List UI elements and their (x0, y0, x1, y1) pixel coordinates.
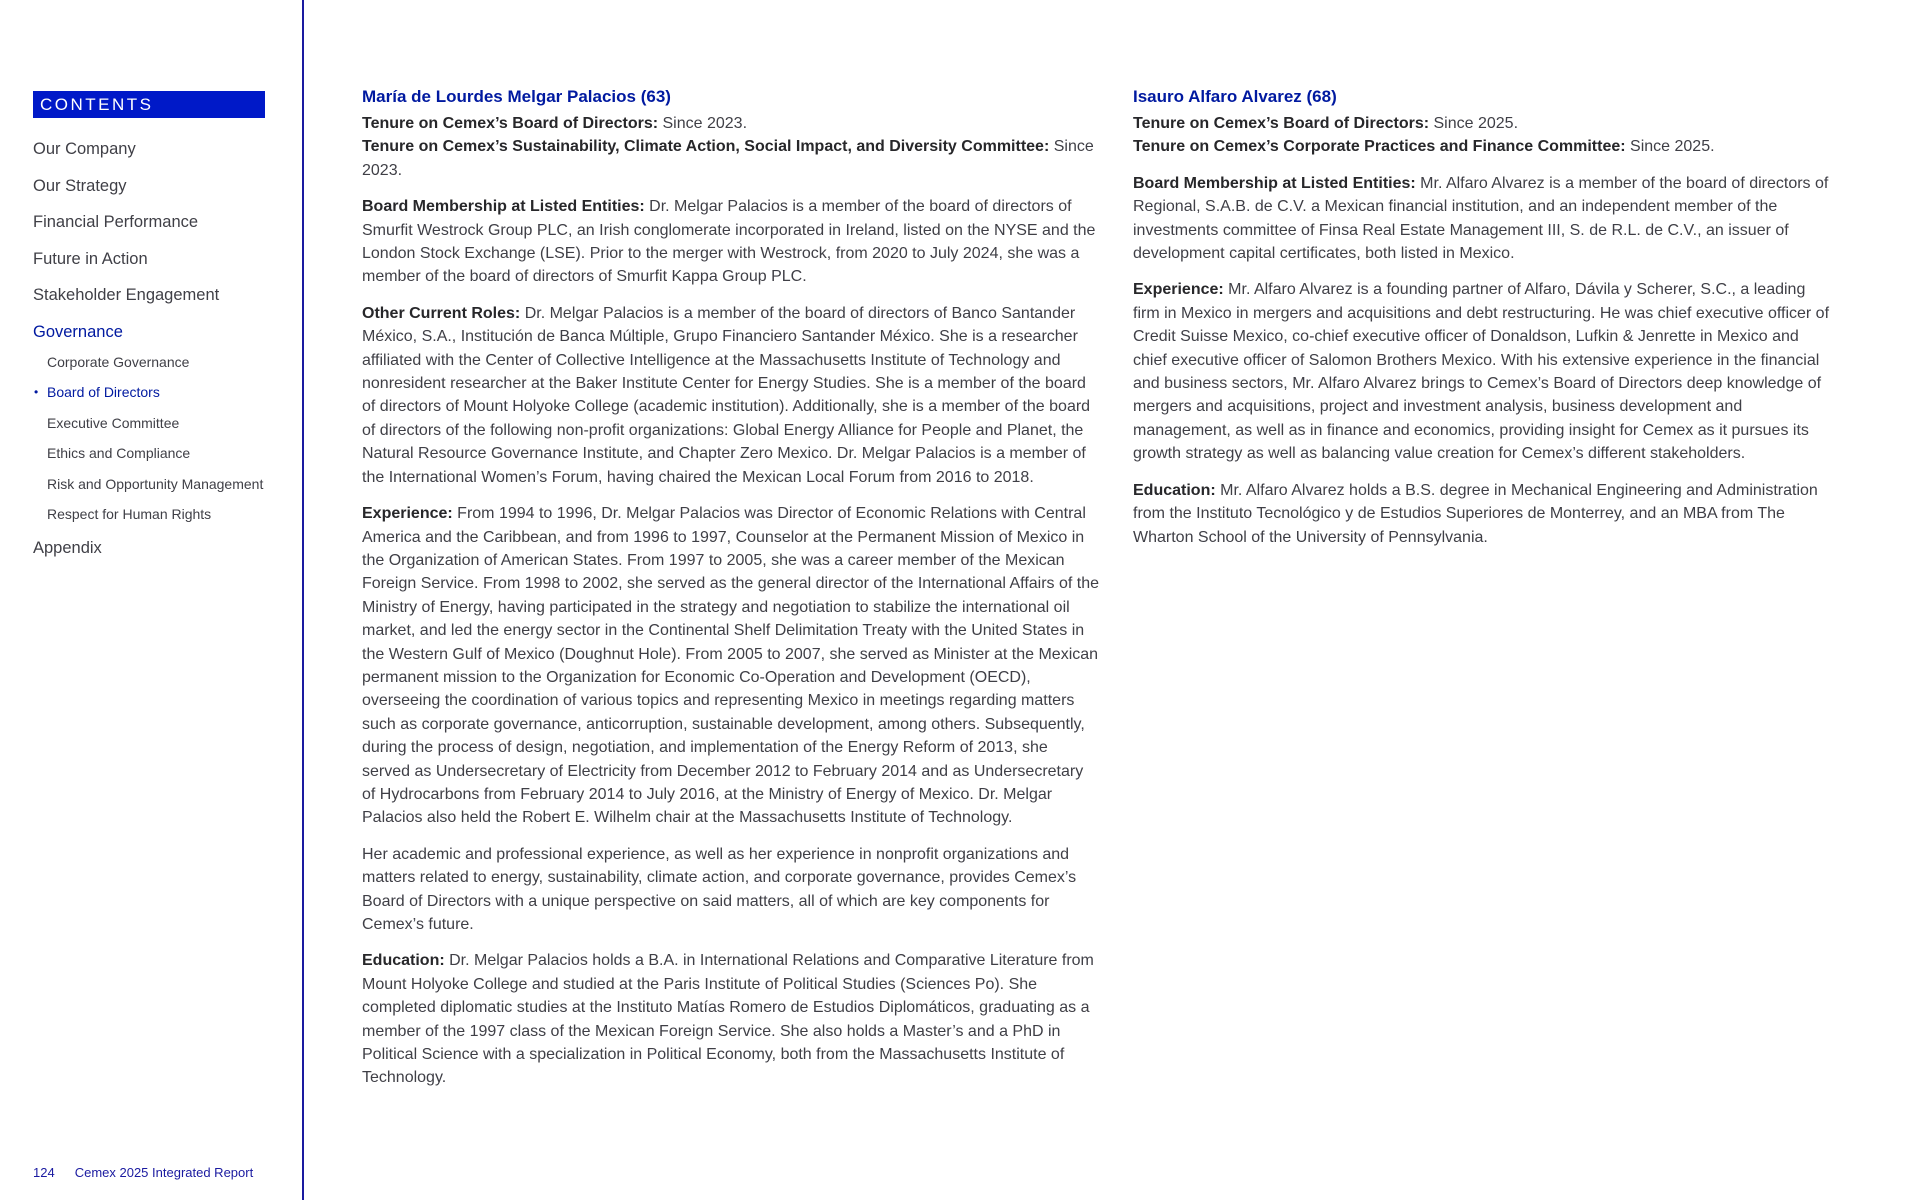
other-roles-text: Dr. Melgar Palacios is a member of the board of directors of Banco Santander México, S.A., Institución de Banca Múltiple, Grupo Financiero Santander México. She is a researcher affiliated with the Center of Collective Intelligence at the Massachusetts Institute of Technology and nonresident researcher at the Baker Institute Center for Energy Studies. She is a member of the board of directors of Mount Holyoke College (academic institution). Additionally, she is a member of the board of directors of the following non-profit organizations: Global Energy Alliance for People and Planet, the Natural Resource Governance Institute, and Chapter Zero Mexico. Dr. Melgar Palacios is a member of the International Women’s Forum, having chaired the Mexican Local Forum from 2016 to 2018. (362, 304, 1091, 486)
education-paragraph (1133, 479, 1833, 549)
experience-text: From 1994 to 1996, Dr. Melgar Palacios was Director of Economic Relations with Central America and the Caribbean, and from 1996 to 1997, Counselor at the Permanent Mission of Mexico in the Organization of American States. From 1997 to 2005, she was a career member of the Mexican Foreign Service. From 1998 to 2002, she served as the general director of the International Affairs of the Ministry of Energy, having participated in the strategy and negotiation to stabilize the international oil market, and led the energy sector in the Continental Shelf Delimitation Treaty with the United States in the Western Gulf of Mexico (Doughnut Hole). From 2005 to 2007, she served as Minister at the Mexican permanent mission to the Organization for Economic Co-Operation and Development (OECD), overseeing the coordination of various topics and representing Mexico in meetings regarding matters such as corporate governance, anticorruption, sustainable development, among others. Subsequently, during the process of design, negotiation, and implementation of the Energy Reform of 2013, she served as Undersecretary of Electricity from December 2012 to February 2014 and as Undersecretary of Hydrocarbons from February 2014 to July 2016, at the Ministry of Energy of Mexico. Dr. Melgar Palacios also held the Robert E. Wilhelm chair at the Massachusetts Institute of Technology. (362, 505, 1100, 827)
committee-tenure-label: Tenure on Cemex’s Sustainability, Climate Action, Social Impact, and Diversity Committee: (362, 138, 1050, 156)
board-tenure-value: Since 2023. (658, 115, 748, 132)
report-title: Cemex 2025 Integrated Report (74, 1165, 254, 1180)
nav-sub-ethics-and-compliance[interactable]: Ethics and Compliance (47, 445, 191, 461)
committee-tenure (1133, 135, 1833, 158)
other-roles-paragraph (362, 302, 1099, 489)
education-text: Mr. Alfaro Alvarez holds a B.S. degree in Mechanical Engineering and Administration from the Instituto Tecnológico y de Estudios Superiores de Monterrey, and an MBA from The Wharton School of the University of Pennsylvania. (1133, 481, 1818, 546)
board-membership-label: Board Membership at Listed Entities: (1133, 174, 1416, 192)
director-profile-alfaro (1133, 86, 1833, 549)
board-membership-text: Mr. Alfaro Alvarez is a member of the board of directors of Regional, S.A.B. de C.V. a Mexican financial institution, and an independent member of the investments committee of Finsa Real Estate Management III, S. de R.L. de C.V., an issuer of development capital certificates, both listed in Mexico. (1133, 174, 1829, 263)
education-label: Education: (1133, 481, 1216, 499)
committee-tenure-label: Tenure on Cemex’s Corporate Practices and Finance Committee: (1133, 138, 1626, 156)
board-membership-text: Dr. Melgar Palacios is a member of the board of directors of Smurfit Westrock Group PLC, an Irish conglomerate incorporated in Ireland, listed on the NYSE and the London Stock Exchange (LSE). Prior to the merger with Westrock, from 2020 to July 2024, she was a member of the board of directors of Smurfit Kappa Group PLC. (362, 198, 1096, 286)
nav-sub-risk-and-opportunity-management[interactable]: Risk and Opportunity Management (47, 475, 264, 492)
committee-tenure-value: Since 2025. (1625, 138, 1715, 156)
other-roles-label: Other Current Roles: (362, 304, 521, 322)
education-label: Education: (362, 952, 445, 970)
nav-item-our-strategy[interactable]: Our Strategy (33, 176, 127, 195)
nav-item-future-in-action[interactable]: Future in Action (33, 249, 148, 268)
board-membership-label: Board Membership at Listed Entities: (362, 198, 645, 216)
committee-tenure (362, 135, 1099, 182)
board-tenure (1133, 112, 1833, 135)
nav-item-financial-performance[interactable]: Financial Performance (33, 213, 199, 231)
board-membership-paragraph (1133, 172, 1833, 266)
summary-paragraph: Her academic and professional experience, as well as her experience in nonprofit organizations and matters related to energy, sustainability, climate action, and corporate governance, provides Cemex’s Board of Directors with a unique perspective on said matters, all of which are key components for Cemex’s future. (362, 845, 1077, 933)
experience-label: Experience: (362, 505, 453, 523)
experience-label: Experience: (1133, 281, 1224, 299)
nav-item-governance[interactable]: Governance (33, 322, 123, 341)
sidebar-divider (302, 0, 304, 1200)
director-profile-melgar (362, 86, 1099, 1090)
nav-sub-board-of-directors[interactable] (34, 382, 293, 402)
director-name: Isauro Alfaro Alvarez (68) (1133, 87, 1337, 106)
nav-item-stakeholder-engagement[interactable]: Stakeholder Engagement (33, 286, 220, 304)
active-bullet-icon: • (34, 385, 39, 399)
nav-item-appendix[interactable]: Appendix (33, 539, 102, 557)
nav-sub-corporate-governance[interactable]: Corporate Governance (47, 353, 190, 370)
nav-sub-label: Board of Directors (47, 384, 160, 400)
board-tenure (362, 112, 1099, 135)
nav-item-our-company[interactable]: Our Company (33, 140, 136, 158)
page-number: 124 (33, 1165, 55, 1180)
sidebar (0, 0, 303, 1200)
contents-header: CONTENTS (33, 91, 265, 118)
board-membership-paragraph (362, 195, 1099, 289)
experience-paragraph (1133, 278, 1833, 465)
experience-paragraph (362, 502, 1099, 830)
committee-tenure-value: Since 2023. (362, 138, 1094, 179)
experience-text: Mr. Alfaro Alvarez is a founding partner of Alfaro, Dávila y Scherer, S.C., a leading firm in Mexico in mergers and acquisitions and debt restructuring. He was chief executive officer of Credit Suisse Mexico, co-chief executive officer of Donaldson, Lufkin & Jenrette in Mexico and chief executive officer of Salomon Brothers Mexico. With his extensive experience in the financial and business sectors, Mr. Alfaro Alvarez brings to Cemex’s Board of Directors deep knowledge of mergers and acquisitions, project and investment analysis, business development and management, as well as in finance and economics, providing insight for Cemex as it pursues its growth strategy as well as balancing value creation for Cemex’s different stakeholders. (1133, 281, 1830, 463)
education-text: Dr. Melgar Palacios holds a B.A. in International Relations and Comparative Literature from Mount Holyoke College and studied at the Paris Institute of Political Studies (Sciences Po). She completed diplomatic studies at the Instituto Matías Romero de Estudios Diplomáticos, graduating as a member of the 1997 class of the Mexican Foreign Service. She also holds a Master’s and a PhD in Political Science with a specialization in Political Economy, both from the Massachusetts Institute of Technology. (362, 952, 1094, 1087)
contents-nav (33, 138, 293, 574)
nav-sub-respect-for-human-rights[interactable]: Respect for Human Rights (47, 506, 212, 522)
director-name: María de Lourdes Melgar Palacios (63) (362, 87, 671, 106)
board-tenure-value: Since 2025. (1429, 115, 1519, 132)
board-tenure-label: Tenure on Cemex’s Board of Directors: (362, 115, 659, 132)
education-paragraph (362, 949, 1099, 1089)
board-tenure-label: Tenure on Cemex’s Board of Directors: (1133, 115, 1430, 132)
nav-sub-executive-committee[interactable]: Executive Committee (47, 414, 180, 431)
page-footer (33, 1165, 253, 1180)
